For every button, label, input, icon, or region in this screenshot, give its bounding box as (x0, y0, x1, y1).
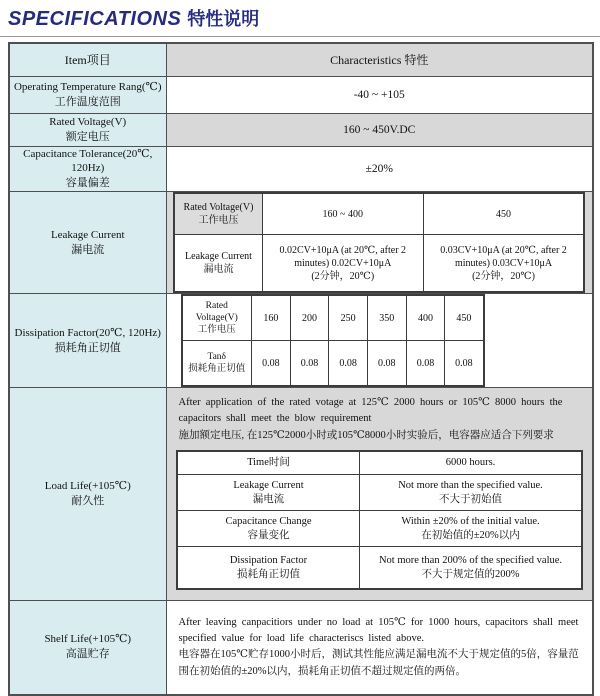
row-capacitance-tolerance (9, 146, 593, 192)
leakage-voltage-range-2: 450 (423, 193, 584, 235)
operating-temperature-label-cell (9, 76, 166, 113)
dissipation-value-4: 0.08 (406, 341, 445, 387)
header-item-label: Item项目 (64, 52, 111, 67)
row-rated-voltage (9, 113, 593, 146)
dissipation-inner-header-row (182, 295, 484, 341)
title-divider (0, 36, 600, 37)
header-characteristics-label: Characteristics 特性 (330, 53, 429, 68)
load-life-leakage-label-cell (177, 475, 360, 511)
dissipation-voltage-4: 400 (406, 295, 445, 341)
rated-voltage-label-en: Rated Voltage(V) (49, 115, 127, 128)
dissipation-inner-header-label-en: Rated Voltage(V) (195, 300, 238, 323)
load-life-leakage-value-cell (360, 475, 582, 511)
load-life-dissipation-value-zh: 不大于规定值的200% (421, 568, 520, 580)
load-life-leakage-value-en: Not more than the specified value. (398, 480, 543, 492)
load-life-dissipation-label-zh: 损耗角正切值 (237, 568, 300, 580)
rated-voltage-value-cell (166, 113, 593, 146)
dissipation-voltage-1: 200 (290, 295, 329, 341)
load-life-label-en: Load Life(+105℃) (44, 480, 131, 493)
load-life-time-value: 6000 hours. (360, 451, 582, 475)
dissipation-inner-header-label-zh: 工作电压 (197, 325, 236, 336)
load-life-dissipation-value-en: Not more than 200% of the specified value. (378, 554, 563, 566)
load-life-description-en: After application of the rated votage at 125℃ 2000 hours or 105℃ 8000 hours the capacitors shall meet the blow requirement (178, 397, 563, 425)
load-life-dissipation-value-cell (360, 547, 582, 589)
load-life-description-zh: 施加额定电压, 在125℃2000小时或105℃8000小时实验后，电容器应适合下列要求 (178, 429, 554, 441)
specifications-table (8, 42, 594, 696)
shelf-life-description (167, 615, 593, 680)
load-life-description (167, 388, 593, 444)
load-life-capacitance-label-zh: 容量变化 (247, 529, 290, 541)
load-life-leakage-label-zh: 漏电流 (252, 493, 285, 505)
capacitance-tolerance-label-zh: 容量偏差 (65, 177, 110, 190)
leakage-value-1-cell (262, 235, 423, 293)
load-life-dissipation-label-en: Dissipation Factor (229, 554, 308, 566)
dissipation-value-0: 0.08 (252, 341, 291, 387)
dissipation-voltage-2: 250 (329, 295, 368, 341)
title-en: SPECIFICATIONS (8, 8, 182, 30)
load-life-capacitance-value-en: Within ±20% of the initial value. (401, 516, 540, 528)
dissipation-value-5: 0.08 (445, 341, 484, 387)
rated-voltage-label-zh: 额定电压 (65, 130, 110, 143)
dissipation-factor-label-en: Dissipation Factor(20℃, 120Hz) (14, 326, 161, 339)
row-load-life (9, 388, 593, 601)
leakage-current-label-zh: 漏电流 (71, 243, 105, 256)
row-leakage-current (9, 192, 593, 294)
shelf-life-value-cell (166, 601, 593, 695)
header-characteristics-cell (166, 43, 593, 76)
load-life-leakage-row (177, 475, 582, 511)
leakage-inner-value-row (174, 235, 584, 293)
operating-temperature-label-zh: 工作温度范围 (54, 95, 121, 108)
title-zh: 特性说明 (187, 9, 260, 29)
capacitance-tolerance-label-en: Capacitance Tolerance(20℃, 120Hz) (23, 147, 153, 175)
leakage-inner-row-label-cell (174, 235, 262, 293)
shelf-life-label-zh: 高温贮存 (65, 648, 110, 661)
load-life-label-zh: 耐久性 (71, 495, 105, 508)
shelf-life-description-en: After leaving canpacitiors under no load at 105℃ for 1000 hours, capacitors shall meet specified value for load life characteriscs listed above. (178, 616, 579, 645)
leakage-inner-header-row (174, 193, 584, 235)
row-dissipation-factor (9, 294, 593, 388)
row-shelf-life (9, 601, 593, 695)
dissipation-factor-value-cell (166, 294, 593, 388)
dissipation-inner-row-label-en: Tanδ (207, 351, 227, 362)
leakage-value-2-cell (423, 235, 584, 293)
load-life-time-row (177, 451, 582, 475)
leakage-current-label-cell (9, 192, 166, 294)
table-header-row (9, 43, 593, 76)
dissipation-factor-label-cell (9, 294, 166, 388)
leakage-value-2: 0.03CV+10μA (at 20℃, after 2 minutes) 0.03CV+10μA (440, 244, 567, 269)
load-life-capacitance-label-en: Capacitance Change (225, 516, 312, 528)
leakage-inner-header-label-zh: 工作电压 (198, 215, 239, 227)
leakage-current-label-en: Leakage Current (50, 228, 125, 241)
leakage-inner-row-label-en: Leakage Current (185, 251, 252, 263)
dissipation-voltage-0: 160 (252, 295, 291, 341)
leakage-current-value-cell (166, 192, 593, 294)
dissipation-inner-value-row (182, 341, 484, 387)
rated-voltage-label-cell (9, 113, 166, 146)
operating-temperature-value-cell (166, 76, 593, 113)
capacitance-tolerance-value-cell (166, 146, 593, 192)
load-life-capacitance-value-zh: 在初始值的±20%以内 (421, 529, 520, 541)
load-life-leakage-label-en: Leakage Current (233, 480, 304, 492)
shelf-life-label-cell (9, 601, 166, 695)
load-life-dissipation-label-cell (177, 547, 360, 589)
dissipation-voltage-3: 350 (367, 295, 406, 341)
leakage-value-1-note: (2分钟，20℃) (311, 270, 375, 282)
dissipation-factor-label-zh: 损耗角正切值 (54, 341, 121, 354)
leakage-voltage-range-1: 160 ~ 400 (262, 193, 423, 235)
dissipation-inner-header-label-cell (182, 295, 252, 341)
leakage-inner-row-label-zh: 漏电流 (203, 264, 234, 276)
operating-temperature-value: -40 ~ +105 (353, 88, 405, 101)
leakage-inner-header-label-en: Rated Voltage(V) (183, 202, 254, 214)
dissipation-voltage-5: 450 (445, 295, 484, 341)
leakage-value-1: 0.02CV+10μA (at 20℃, after 2 minutes) 0.02CV+10μA (279, 244, 407, 269)
page-title (8, 5, 600, 31)
dissipation-inner-row-label-cell (182, 341, 252, 387)
leakage-inner-header-label-cell (174, 193, 262, 235)
shelf-life-description-zh: 电容器在105℃贮存1000小时后，测试其性能应满足漏电流不大于规定值的5倍，容量范围在初始值的±20%以内，损耗角正切值不超过规定值的两倍。 (178, 649, 579, 677)
leakage-current-inner-table (173, 192, 585, 293)
rated-voltage-value: 160 ~ 450V.DC (343, 123, 416, 136)
load-life-dissipation-row (177, 547, 582, 589)
dissipation-value-1: 0.08 (290, 341, 329, 387)
dissipation-value-2: 0.08 (329, 341, 368, 387)
capacitance-tolerance-value: ±20% (365, 162, 393, 175)
header-item-cell (9, 43, 166, 76)
leakage-value-2-note: (2分钟，20℃) (472, 270, 535, 282)
load-life-capacitance-label-cell (177, 511, 360, 547)
load-life-capacitance-row (177, 511, 582, 547)
load-life-time-label: Time时间 (177, 451, 360, 475)
shelf-life-label-en: Shelf Life(+105℃) (44, 633, 132, 646)
load-life-inner-table (176, 450, 583, 590)
load-life-label-cell (9, 388, 166, 601)
load-life-value-cell (166, 388, 593, 601)
load-life-capacitance-value-cell (360, 511, 582, 547)
operating-temperature-label-en: Operating Temperature Rang(℃) (13, 80, 162, 93)
row-operating-temperature (9, 76, 593, 113)
dissipation-factor-inner-table (181, 294, 485, 387)
dissipation-value-3: 0.08 (367, 341, 406, 387)
capacitance-tolerance-label-cell (9, 146, 166, 192)
dissipation-inner-row-label-zh: 损耗角正切值 (188, 364, 246, 375)
load-life-leakage-value-zh: 不大于初始值 (439, 493, 502, 505)
